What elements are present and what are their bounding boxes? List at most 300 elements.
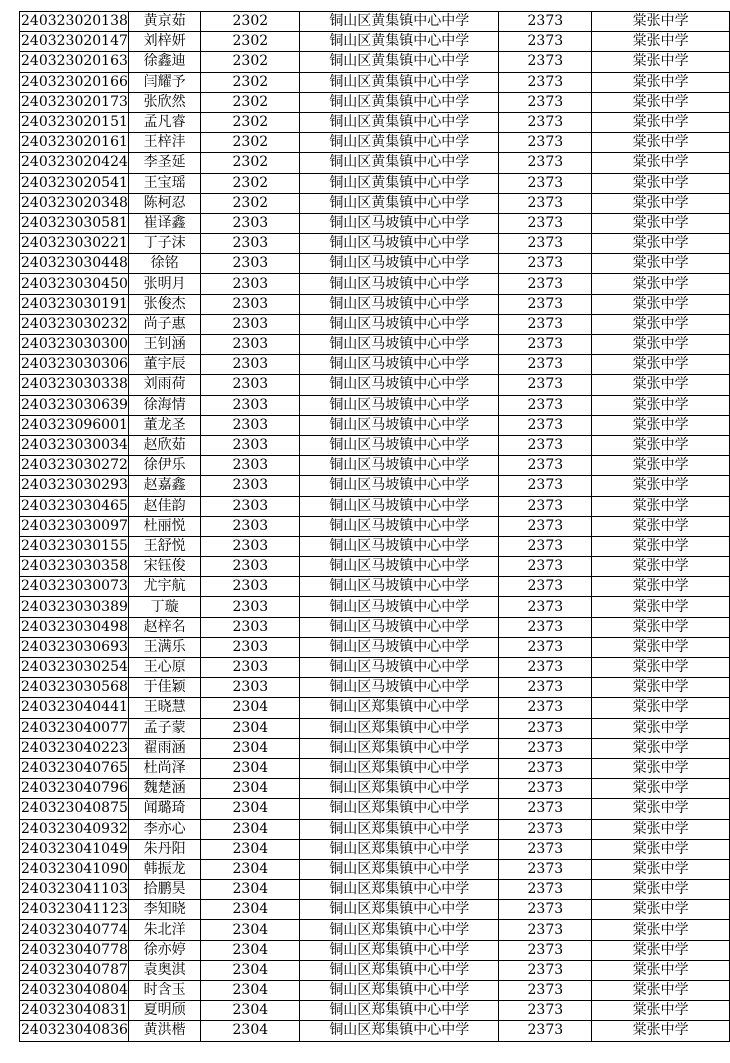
student-id-cell: 240323030293 <box>20 476 129 496</box>
table-row <box>20 880 730 900</box>
school-code-cell: 2304 <box>201 960 300 980</box>
school-code-cell: 2303 <box>201 415 300 435</box>
student-id-cell: 240323030338 <box>20 375 129 395</box>
student-name-cell: 刘梓妍 <box>128 32 200 52</box>
dest-school-cell: 棠张中学 <box>592 112 730 132</box>
school-code-cell: 2302 <box>201 52 300 72</box>
student-id-cell: 240323040932 <box>20 819 129 839</box>
student-id-cell: 240323020541 <box>20 173 129 193</box>
student-name-cell: 董宇辰 <box>128 355 200 375</box>
student-id-cell: 240323020138 <box>20 12 129 32</box>
school-code-cell: 2302 <box>201 92 300 112</box>
dest-school-cell: 棠张中学 <box>592 516 730 536</box>
dest-school-cell: 棠张中学 <box>592 274 730 294</box>
school-name-cell: 铜山区马坡镇中心中学 <box>300 516 499 536</box>
school-name-cell: 铜山区马坡镇中心中学 <box>300 496 499 516</box>
student-id-cell: 240323041123 <box>20 900 129 920</box>
school-name-cell: 铜山区黄集镇中心中学 <box>300 173 499 193</box>
student-name-cell: 董龙圣 <box>128 415 200 435</box>
student-id-cell: 240323030306 <box>20 355 129 375</box>
school-code-cell: 2303 <box>201 577 300 597</box>
school-code-cell: 2303 <box>201 355 300 375</box>
table-row <box>20 112 730 132</box>
student-id-cell: 240323020424 <box>20 153 129 173</box>
student-id-cell: 240323096001 <box>20 415 129 435</box>
student-id-cell: 240323030097 <box>20 516 129 536</box>
dest-code-cell: 2373 <box>499 355 592 375</box>
dest-school-cell: 棠张中学 <box>592 859 730 879</box>
student-name-cell: 袁奥淇 <box>128 960 200 980</box>
student-name-cell: 徐铭 <box>128 254 200 274</box>
student-name-cell: 王心原 <box>128 658 200 678</box>
table-row <box>20 779 730 799</box>
school-code-cell: 2303 <box>201 678 300 698</box>
school-code-cell: 2304 <box>201 799 300 819</box>
student-name-cell: 王梓沣 <box>128 133 200 153</box>
dest-school-cell: 棠张中学 <box>592 476 730 496</box>
table-row <box>20 658 730 678</box>
student-id-cell: 240323040787 <box>20 960 129 980</box>
table-row <box>20 72 730 92</box>
dest-code-cell: 2373 <box>499 153 592 173</box>
dest-code-cell: 2373 <box>499 476 592 496</box>
student-id-cell: 240323040441 <box>20 698 129 718</box>
school-code-cell: 2302 <box>201 173 300 193</box>
student-name-cell: 杜尚泽 <box>128 758 200 778</box>
school-code-cell: 2304 <box>201 758 300 778</box>
dest-school-cell: 棠张中学 <box>592 597 730 617</box>
dest-code-cell: 2373 <box>499 92 592 112</box>
student-name-cell: 徐伊乐 <box>128 456 200 476</box>
table-row <box>20 1001 730 1021</box>
student-name-cell: 于佳颖 <box>128 678 200 698</box>
dest-school-cell: 棠张中学 <box>592 92 730 112</box>
dest-school-cell: 棠张中学 <box>592 758 730 778</box>
table-row <box>20 678 730 698</box>
school-code-cell: 2302 <box>201 72 300 92</box>
dest-school-cell: 棠张中学 <box>592 415 730 435</box>
table-row <box>20 536 730 556</box>
school-name-cell: 铜山区马坡镇中心中学 <box>300 213 499 233</box>
dest-code-cell: 2373 <box>499 658 592 678</box>
table-row <box>20 456 730 476</box>
school-code-cell: 2303 <box>201 637 300 657</box>
school-code-cell: 2304 <box>201 839 300 859</box>
student-name-cell: 尚子惠 <box>128 314 200 334</box>
school-code-cell: 2303 <box>201 395 300 415</box>
dest-school-cell: 棠张中学 <box>592 193 730 213</box>
table-row <box>20 617 730 637</box>
dest-school-cell: 棠张中学 <box>592 678 730 698</box>
table-row <box>20 799 730 819</box>
school-code-cell: 2303 <box>201 597 300 617</box>
school-name-cell: 铜山区黄集镇中心中学 <box>300 153 499 173</box>
school-name-cell: 铜山区马坡镇中心中学 <box>300 597 499 617</box>
table-row <box>20 557 730 577</box>
school-name-cell: 铜山区黄集镇中心中学 <box>300 52 499 72</box>
table-row <box>20 12 730 32</box>
dest-code-cell: 2373 <box>499 516 592 536</box>
dest-code-cell: 2373 <box>499 940 592 960</box>
school-code-cell: 2302 <box>201 193 300 213</box>
student-name-cell: 李亦心 <box>128 819 200 839</box>
school-code-cell: 2303 <box>201 375 300 395</box>
school-code-cell: 2303 <box>201 617 300 637</box>
school-name-cell: 铜山区马坡镇中心中学 <box>300 557 499 577</box>
student-name-cell: 王满乐 <box>128 637 200 657</box>
student-id-cell: 240323040804 <box>20 981 129 1001</box>
dest-code-cell: 2373 <box>499 920 592 940</box>
table-row <box>20 819 730 839</box>
school-code-cell: 2303 <box>201 335 300 355</box>
table-row <box>20 294 730 314</box>
student-id-cell: 240323040831 <box>20 1001 129 1021</box>
student-name-cell: 张欣然 <box>128 92 200 112</box>
table-row <box>20 193 730 213</box>
student-name-cell: 朱丹阳 <box>128 839 200 859</box>
table-row <box>20 52 730 72</box>
dest-code-cell: 2373 <box>499 678 592 698</box>
student-name-cell: 王舒悦 <box>128 536 200 556</box>
student-name-cell: 赵佳韵 <box>128 496 200 516</box>
student-name-cell: 宋钰俊 <box>128 557 200 577</box>
student-name-cell: 赵嘉鑫 <box>128 476 200 496</box>
school-name-cell: 铜山区马坡镇中心中学 <box>300 314 499 334</box>
school-code-cell: 2304 <box>201 880 300 900</box>
dest-code-cell: 2373 <box>499 395 592 415</box>
student-id-cell: 240323030073 <box>20 577 129 597</box>
student-name-cell: 孟子蒙 <box>128 718 200 738</box>
school-code-cell: 2302 <box>201 112 300 132</box>
student-id-cell: 240323030389 <box>20 597 129 617</box>
dest-school-cell: 棠张中学 <box>592 718 730 738</box>
school-code-cell: 2302 <box>201 12 300 32</box>
dest-school-cell: 棠张中学 <box>592 496 730 516</box>
table-row <box>20 1021 730 1041</box>
student-id-cell: 240323020173 <box>20 92 129 112</box>
student-name-cell: 黄洪楷 <box>128 1021 200 1041</box>
table-row <box>20 859 730 879</box>
student-id-cell: 240323041103 <box>20 880 129 900</box>
school-name-cell: 铜山区郑集镇中心中学 <box>300 839 499 859</box>
school-code-cell: 2303 <box>201 557 300 577</box>
student-name-cell: 闻璐琦 <box>128 799 200 819</box>
school-name-cell: 铜山区马坡镇中心中学 <box>300 234 499 254</box>
table-row <box>20 92 730 112</box>
dest-school-cell: 棠张中学 <box>592 52 730 72</box>
school-name-cell: 铜山区郑集镇中心中学 <box>300 960 499 980</box>
dest-code-cell: 2373 <box>499 415 592 435</box>
school-name-cell: 铜山区马坡镇中心中学 <box>300 637 499 657</box>
school-code-cell: 2303 <box>201 658 300 678</box>
dest-code-cell: 2373 <box>499 274 592 294</box>
student-name-cell: 张俊杰 <box>128 294 200 314</box>
student-id-cell: 240323030232 <box>20 314 129 334</box>
dest-school-cell: 棠张中学 <box>592 698 730 718</box>
student-id-cell: 240323030448 <box>20 254 129 274</box>
student-id-cell: 240323020163 <box>20 52 129 72</box>
dest-code-cell: 2373 <box>499 52 592 72</box>
dest-code-cell: 2373 <box>499 173 592 193</box>
school-name-cell: 铜山区马坡镇中心中学 <box>300 415 499 435</box>
dest-code-cell: 2373 <box>499 1001 592 1021</box>
dest-school-cell: 棠张中学 <box>592 395 730 415</box>
school-code-cell: 2303 <box>201 496 300 516</box>
table-row <box>20 496 730 516</box>
school-name-cell: 铜山区马坡镇中心中学 <box>300 355 499 375</box>
table-row <box>20 254 730 274</box>
table-row <box>20 173 730 193</box>
school-code-cell: 2304 <box>201 900 300 920</box>
dest-school-cell: 棠张中学 <box>592 960 730 980</box>
school-code-cell: 2304 <box>201 698 300 718</box>
dest-school-cell: 棠张中学 <box>592 779 730 799</box>
dest-code-cell: 2373 <box>499 314 592 334</box>
dest-school-cell: 棠张中学 <box>592 254 730 274</box>
dest-code-cell: 2373 <box>499 819 592 839</box>
table-row <box>20 839 730 859</box>
table-row <box>20 274 730 294</box>
student-name-cell: 丁璇 <box>128 597 200 617</box>
dest-school-cell: 棠张中学 <box>592 920 730 940</box>
student-id-cell: 240323040765 <box>20 758 129 778</box>
student-name-cell: 韩振龙 <box>128 859 200 879</box>
dest-code-cell: 2373 <box>499 637 592 657</box>
dest-code-cell: 2373 <box>499 577 592 597</box>
dest-school-cell: 棠张中学 <box>592 335 730 355</box>
school-code-cell: 2303 <box>201 294 300 314</box>
school-code-cell: 2304 <box>201 1001 300 1021</box>
dest-code-cell: 2373 <box>499 799 592 819</box>
school-name-cell: 铜山区郑集镇中心中学 <box>300 1021 499 1041</box>
student-id-cell: 240323020147 <box>20 32 129 52</box>
table-row <box>20 375 730 395</box>
school-name-cell: 铜山区郑集镇中心中学 <box>300 880 499 900</box>
school-name-cell: 铜山区郑集镇中心中学 <box>300 758 499 778</box>
student-name-cell: 陈柯忍 <box>128 193 200 213</box>
student-name-cell: 魏楚涵 <box>128 779 200 799</box>
dest-school-cell: 棠张中学 <box>592 617 730 637</box>
table-row <box>20 32 730 52</box>
school-name-cell: 铜山区马坡镇中心中学 <box>300 658 499 678</box>
dest-school-cell: 棠张中学 <box>592 456 730 476</box>
student-name-cell: 崔译鑫 <box>128 213 200 233</box>
dest-code-cell: 2373 <box>499 133 592 153</box>
school-code-cell: 2304 <box>201 819 300 839</box>
school-code-cell: 2304 <box>201 1021 300 1041</box>
student-name-cell: 王钊涵 <box>128 335 200 355</box>
table-row <box>20 920 730 940</box>
dest-code-cell: 2373 <box>499 536 592 556</box>
table-row <box>20 213 730 233</box>
student-id-cell: 240323030498 <box>20 617 129 637</box>
school-code-cell: 2303 <box>201 234 300 254</box>
dest-school-cell: 棠张中学 <box>592 12 730 32</box>
dest-code-cell: 2373 <box>499 193 592 213</box>
student-id-cell: 240323030568 <box>20 678 129 698</box>
student-id-cell: 240323040836 <box>20 1021 129 1041</box>
school-name-cell: 铜山区黄集镇中心中学 <box>300 92 499 112</box>
student-id-cell: 240323030450 <box>20 274 129 294</box>
dest-school-cell: 棠张中学 <box>592 234 730 254</box>
student-name-cell: 闫耀予 <box>128 72 200 92</box>
student-id-cell: 240323030221 <box>20 234 129 254</box>
student-name-cell: 孟凡睿 <box>128 112 200 132</box>
table-row <box>20 355 730 375</box>
school-name-cell: 铜山区马坡镇中心中学 <box>300 435 499 455</box>
school-name-cell: 铜山区郑集镇中心中学 <box>300 940 499 960</box>
dest-school-cell: 棠张中学 <box>592 213 730 233</box>
table-row <box>20 395 730 415</box>
school-name-cell: 铜山区黄集镇中心中学 <box>300 72 499 92</box>
dest-code-cell: 2373 <box>499 758 592 778</box>
student-id-cell: 240323030155 <box>20 536 129 556</box>
table-row <box>20 314 730 334</box>
school-code-cell: 2303 <box>201 213 300 233</box>
dest-school-cell: 棠张中学 <box>592 435 730 455</box>
school-name-cell: 铜山区马坡镇中心中学 <box>300 476 499 496</box>
school-code-cell: 2304 <box>201 738 300 758</box>
student-name-cell: 徐鑫迪 <box>128 52 200 72</box>
school-name-cell: 铜山区马坡镇中心中学 <box>300 395 499 415</box>
dest-code-cell: 2373 <box>499 375 592 395</box>
table-row <box>20 738 730 758</box>
table-row <box>20 516 730 536</box>
dest-school-cell: 棠张中学 <box>592 940 730 960</box>
school-name-cell: 铜山区黄集镇中心中学 <box>300 32 499 52</box>
table-body <box>20 12 730 1042</box>
school-code-cell: 2302 <box>201 133 300 153</box>
student-id-cell: 240323040778 <box>20 940 129 960</box>
dest-code-cell: 2373 <box>499 960 592 980</box>
dest-code-cell: 2373 <box>499 254 592 274</box>
student-name-cell: 夏明颀 <box>128 1001 200 1021</box>
table-row <box>20 718 730 738</box>
student-name-cell: 王晓慧 <box>128 698 200 718</box>
student-name-cell: 赵梓名 <box>128 617 200 637</box>
student-name-cell: 尤宇航 <box>128 577 200 597</box>
dest-school-cell: 棠张中学 <box>592 375 730 395</box>
school-name-cell: 铜山区马坡镇中心中学 <box>300 678 499 698</box>
student-id-cell: 240323030300 <box>20 335 129 355</box>
dest-code-cell: 2373 <box>499 234 592 254</box>
table-row <box>20 960 730 980</box>
student-name-cell: 李圣延 <box>128 153 200 173</box>
school-name-cell: 铜山区郑集镇中心中学 <box>300 920 499 940</box>
school-name-cell: 铜山区马坡镇中心中学 <box>300 536 499 556</box>
dest-code-cell: 2373 <box>499 213 592 233</box>
table-row <box>20 597 730 617</box>
table-row <box>20 153 730 173</box>
school-code-cell: 2303 <box>201 274 300 294</box>
student-id-cell: 240323040077 <box>20 718 129 738</box>
dest-school-cell: 棠张中学 <box>592 738 730 758</box>
school-code-cell: 2303 <box>201 314 300 334</box>
dest-code-cell: 2373 <box>499 779 592 799</box>
dest-code-cell: 2373 <box>499 557 592 577</box>
student-id-cell: 240323040875 <box>20 799 129 819</box>
dest-code-cell: 2373 <box>499 900 592 920</box>
student-id-cell: 240323030358 <box>20 557 129 577</box>
school-code-cell: 2303 <box>201 476 300 496</box>
student-id-cell: 240323030465 <box>20 496 129 516</box>
student-id-cell: 240323030272 <box>20 456 129 476</box>
dest-school-cell: 棠张中学 <box>592 819 730 839</box>
dest-code-cell: 2373 <box>499 880 592 900</box>
dest-code-cell: 2373 <box>499 496 592 516</box>
dest-code-cell: 2373 <box>499 12 592 32</box>
school-name-cell: 铜山区黄集镇中心中学 <box>300 133 499 153</box>
student-id-cell: 240323030581 <box>20 213 129 233</box>
table-row <box>20 415 730 435</box>
dest-code-cell: 2373 <box>499 718 592 738</box>
student-name-cell: 赵欣茹 <box>128 435 200 455</box>
school-name-cell: 铜山区马坡镇中心中学 <box>300 577 499 597</box>
dest-school-cell: 棠张中学 <box>592 799 730 819</box>
school-code-cell: 2304 <box>201 779 300 799</box>
student-id-cell: 240323030191 <box>20 294 129 314</box>
dest-school-cell: 棠张中学 <box>592 355 730 375</box>
school-code-cell: 2303 <box>201 456 300 476</box>
table-row <box>20 234 730 254</box>
student-id-cell: 240323030254 <box>20 658 129 678</box>
school-name-cell: 铜山区郑集镇中心中学 <box>300 1001 499 1021</box>
school-code-cell: 2304 <box>201 718 300 738</box>
table-row <box>20 577 730 597</box>
dest-code-cell: 2373 <box>499 294 592 314</box>
dest-code-cell: 2373 <box>499 72 592 92</box>
table-row <box>20 133 730 153</box>
school-name-cell: 铜山区郑集镇中心中学 <box>300 819 499 839</box>
dest-code-cell: 2373 <box>499 32 592 52</box>
dest-school-cell: 棠张中学 <box>592 1001 730 1021</box>
dest-code-cell: 2373 <box>499 112 592 132</box>
table-row <box>20 758 730 778</box>
dest-code-cell: 2373 <box>499 859 592 879</box>
school-name-cell: 铜山区黄集镇中心中学 <box>300 193 499 213</box>
school-code-cell: 2302 <box>201 153 300 173</box>
table-row <box>20 981 730 1001</box>
dest-school-cell: 棠张中学 <box>592 557 730 577</box>
school-code-cell: 2304 <box>201 940 300 960</box>
school-name-cell: 铜山区郑集镇中心中学 <box>300 779 499 799</box>
school-name-cell: 铜山区马坡镇中心中学 <box>300 335 499 355</box>
dest-school-cell: 棠张中学 <box>592 839 730 859</box>
dest-school-cell: 棠张中学 <box>592 658 730 678</box>
dest-school-cell: 棠张中学 <box>592 880 730 900</box>
student-id-cell: 240323040796 <box>20 779 129 799</box>
dest-school-cell: 棠张中学 <box>592 981 730 1001</box>
school-name-cell: 铜山区黄集镇中心中学 <box>300 12 499 32</box>
dest-code-cell: 2373 <box>499 617 592 637</box>
school-code-cell: 2303 <box>201 254 300 274</box>
dest-code-cell: 2373 <box>499 738 592 758</box>
dest-code-cell: 2373 <box>499 981 592 1001</box>
school-name-cell: 铜山区郑集镇中心中学 <box>300 698 499 718</box>
table-row <box>20 698 730 718</box>
student-name-cell: 徐海情 <box>128 395 200 415</box>
student-name-cell: 李知晓 <box>128 900 200 920</box>
school-name-cell: 铜山区郑集镇中心中学 <box>300 900 499 920</box>
dest-school-cell: 棠张中学 <box>592 314 730 334</box>
student-name-cell: 朱北洋 <box>128 920 200 940</box>
student-id-cell: 240323020161 <box>20 133 129 153</box>
school-name-cell: 铜山区马坡镇中心中学 <box>300 375 499 395</box>
dest-school-cell: 棠张中学 <box>592 133 730 153</box>
student-id-cell: 240323020166 <box>20 72 129 92</box>
dest-school-cell: 棠张中学 <box>592 153 730 173</box>
school-name-cell: 铜山区马坡镇中心中学 <box>300 294 499 314</box>
